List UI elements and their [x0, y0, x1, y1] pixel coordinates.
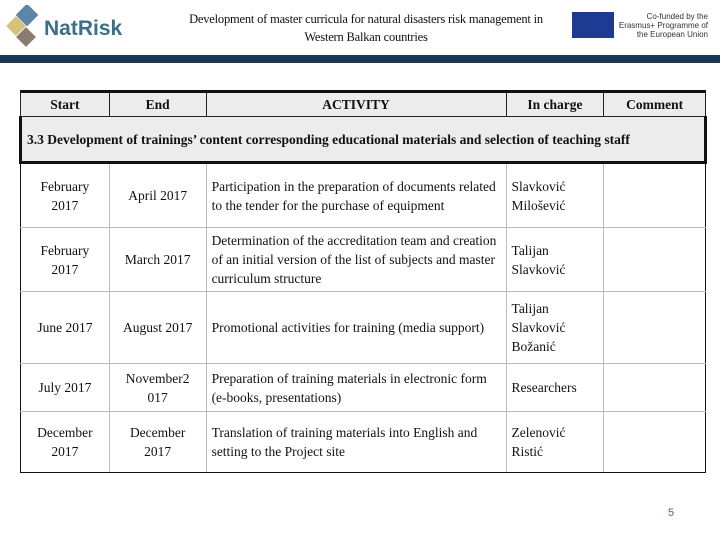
page-title	[160, 10, 572, 46]
natrisk-logo	[6, 5, 123, 50]
end-cell: April 2017	[109, 163, 206, 228]
activity-cell: Determination of the accreditation team and creation of an initial version of the list of subjects and master curriculum structure	[206, 228, 506, 292]
activity-cell: Translation of training materials into English and setting to the Project site	[206, 412, 506, 473]
start-cell: February 2017	[21, 163, 110, 228]
activity-cell: Preparation of training materials in electronic form (e-books, presentations)	[206, 364, 506, 412]
start-cell: December 2017	[21, 412, 110, 473]
table-row	[21, 292, 706, 364]
page-number: 5	[668, 507, 675, 519]
table-row	[21, 228, 706, 292]
column-header: In charge	[506, 92, 604, 117]
logo-text: NatRisk	[44, 17, 123, 40]
logo-diamond-icon	[6, 5, 46, 50]
column-header: Start	[21, 92, 110, 117]
title-line-2: Western Balkan countries	[304, 30, 428, 44]
in-charge-cell: Slavković Milošević	[506, 163, 604, 228]
table-row	[21, 163, 706, 228]
start-cell: February 2017	[21, 228, 110, 292]
comment-cell	[604, 228, 706, 292]
table-header-row	[21, 92, 706, 117]
end-cell: March 2017	[109, 228, 206, 292]
section-heading: 3.3 Development of trainings’ content corresponding educational materials and selection of teaching staff	[21, 117, 706, 163]
activity-cell: Participation in the preparation of documents related to the tender for the purchase of equipment	[206, 163, 506, 228]
header-bar	[0, 55, 720, 63]
column-header: Comment	[604, 92, 706, 117]
comment-cell	[604, 412, 706, 473]
start-cell: June 2017	[21, 292, 110, 364]
end-cell: August 2017	[109, 292, 206, 364]
activity-table	[19, 90, 707, 473]
comment-cell	[604, 292, 706, 364]
in-charge-cell: Talijan Slavković	[506, 228, 604, 292]
column-header: ACTIVITY	[206, 92, 506, 117]
comment-cell	[604, 364, 706, 412]
comment-cell	[604, 163, 706, 228]
in-charge-cell: Talijan Slavković Božanić	[506, 292, 604, 364]
eu-cofunded-text: Co-funded by the Erasmus+ Programme of the European Union	[618, 12, 708, 39]
activity-cell: Promotional activities for training (media support)	[206, 292, 506, 364]
in-charge-cell: Zelenović Ristić	[506, 412, 604, 473]
end-cell: November2 017	[109, 364, 206, 412]
start-cell: July 2017	[21, 364, 110, 412]
table-row	[21, 412, 706, 473]
in-charge-cell: Researchers	[506, 364, 604, 412]
eu-flag-icon	[572, 12, 614, 38]
end-cell: December 2017	[109, 412, 206, 473]
column-header: End	[109, 92, 206, 117]
table-row	[21, 364, 706, 412]
title-line-1: Development of master curricula for natural disasters risk management in	[189, 12, 543, 26]
